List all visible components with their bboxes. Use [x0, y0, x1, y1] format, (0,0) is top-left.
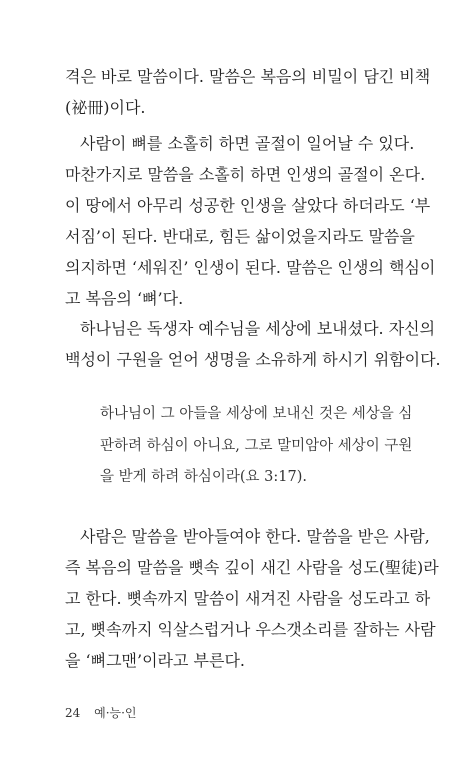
text-line: 을 ‘뼈그맨’이라고 부른다.: [65, 651, 245, 670]
page-number: 24: [65, 706, 81, 720]
text-line: 사람이 뼈를 소홀히 하면 골절이 일어날 수 있다.: [80, 134, 415, 153]
text-line: 고, 뼛속까지 익살스럽거나 우스갯소리를 잘하는 사람: [65, 620, 436, 639]
text-line: 사람은 말씀을 받아들여야 한다. 말씀을 받은 사람,: [80, 527, 430, 546]
text-line: 격은 바로 말씀이다. 말씀은 복음의 비밀이 담긴 비책: [65, 67, 431, 86]
text-line: 고 한다. 뼛속까지 말씀이 새겨진 사람을 성도라고 하: [65, 589, 431, 608]
text-line: (祕冊)이다.: [65, 98, 146, 117]
text-line: 하나님은 독생자 예수님을 세상에 보내셨다. 자신의: [80, 319, 436, 338]
quote-line: 판하려 하심이 아니요, 그로 말미암아 세상이 구원: [100, 438, 413, 454]
quote-line: 을 받게 하려 하심이라(요 3:17).: [100, 469, 307, 485]
page-footer: [65, 705, 137, 721]
text-line: 고 복음의 ‘뼈’다.: [65, 289, 184, 308]
text-line: 즉 복음의 말씀을 뼛속 깊이 새긴 사람을 성도(聖徒)라: [65, 558, 439, 577]
text-line: 백성이 구원을 얻어 생명을 소유하게 하시기 위함이다.: [65, 350, 441, 369]
quote-line: 하나님이 그 아들을 세상에 보내신 것은 세상을 심: [100, 406, 413, 422]
text-line: 마찬가지로 말씀을 소홀히 하면 인생의 골절이 온다.: [65, 165, 426, 184]
text-line: 서짐’이 된다. 반대로, 힘든 삶이었을지라도 말씀을: [65, 227, 415, 246]
book-title: 예·능·인: [94, 706, 137, 720]
text-line: 이 땅에서 아무리 성공한 인생을 살았다 하더라도 ‘부: [65, 196, 431, 215]
text-line: 의지하면 ‘세워진’ 인생이 된다. 말씀은 인생의 핵심이: [65, 258, 436, 277]
